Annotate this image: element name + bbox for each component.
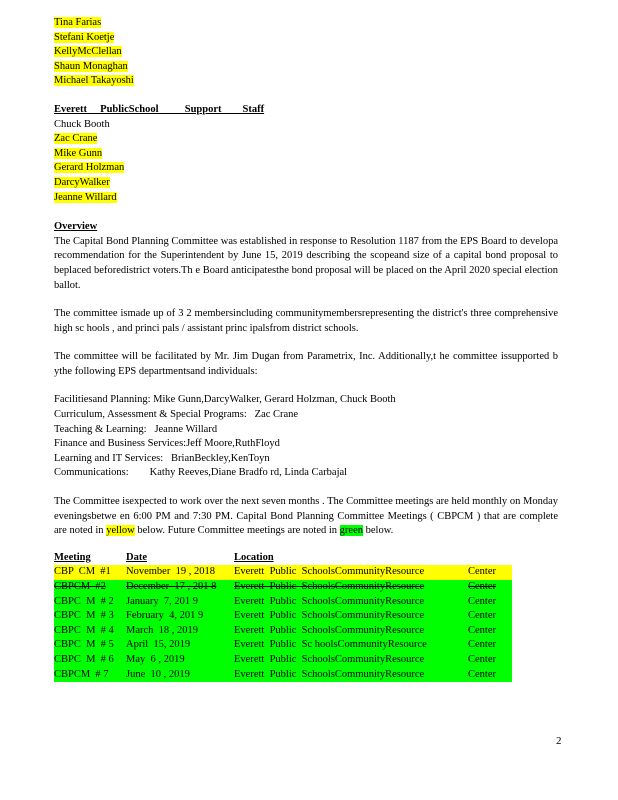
- meeting-cell: CBPCM #2: [54, 580, 126, 595]
- location-cell: Everett Public Sc hoolsCommunityResource: [234, 638, 468, 653]
- department-row: [54, 408, 558, 423]
- meeting-cell: CBPC M # 3: [54, 609, 126, 624]
- date-cell: May 6 , 2019: [126, 653, 234, 668]
- date-cell: March 18 , 2019: [126, 624, 234, 639]
- center-cell: Center: [468, 624, 512, 639]
- date-cell: November 19 , 2018: [126, 565, 234, 580]
- overview-paragraph-1: The Capital Bond Planning Committee was established in response to Resolution 1187 from the EPS Board to developa recommendation for the Superintendent by June 15, 2019 describing the scopeand size of a capital bond proposal to beplaced beforedistrict voters.Th e Board anticipatesthe bond proposal will be placed on the April 2020 special election ballot.: [54, 235, 558, 291]
- overview-section: [54, 220, 558, 379]
- date-cell: June 10 , 2019: [126, 668, 234, 683]
- meeting-row: [54, 565, 512, 580]
- header-meeting: Meeting: [54, 551, 91, 563]
- staff-heading: Everett PublicSchool Support Staff: [54, 103, 265, 115]
- member-name: Stefani Koetje: [54, 31, 115, 43]
- meeting-row: [54, 668, 512, 683]
- center-cell: Center: [468, 653, 512, 668]
- document-page: [54, 16, 558, 682]
- department-name: Teaching & Learning:: [54, 423, 147, 435]
- yellow-legend-word: yellow: [106, 525, 135, 537]
- schedule-text: below. Future Committee meetings are noted in: [134, 525, 340, 537]
- meeting-cell: CBPCM # 7: [54, 668, 126, 683]
- overview-heading: Overview: [54, 221, 98, 233]
- meeting-cell: CBPC M # 5: [54, 638, 126, 653]
- header-date: Date: [126, 551, 147, 563]
- department-name: Communications:: [54, 467, 129, 479]
- location-cell: Everett Public SchoolsCommunityResource: [234, 580, 468, 595]
- schedule-text: The Committee isexpected to work over the next seven months . The Committee meetings are held monthly on Monday eveningsbetwe en 6:00 PM and 7:30 PM. Capital Bond Planning Committee Meetings ( CBPCM ) that are complete are noted in: [54, 496, 558, 537]
- overview-paragraph-2: The committee ismade up of 3 2 membersincluding communitymembersrepresenting the district's three comprehensive high sc hools , and princi pals / assistant princ ipalsfrom district schools.: [54, 308, 558, 334]
- meeting-cell: CBPC M # 6: [54, 653, 126, 668]
- member-name: Tina Farias: [54, 17, 102, 28]
- schedule-paragraph: [54, 495, 558, 539]
- page-number: 2: [556, 735, 562, 747]
- department-people: Jeanne Willard: [154, 423, 218, 435]
- header-blank: [468, 551, 512, 566]
- location-cell: Everett Public SchoolsCommunityResource: [234, 653, 468, 668]
- date-cell: January 7, 201 9: [126, 595, 234, 610]
- meeting-table: [54, 551, 512, 682]
- date-cell: February 4, 201 9: [126, 609, 234, 624]
- meeting-row: [54, 595, 512, 610]
- location-cell: Everett Public SchoolsCommunityResource: [234, 668, 468, 683]
- staff-name: Zac Crane: [54, 133, 98, 145]
- staff-name: Gerard Holzman: [54, 162, 125, 174]
- department-name: Learning and IT Services:: [54, 452, 164, 464]
- member-name: Michael Takayoshi: [54, 75, 134, 87]
- center-cell: Center: [468, 638, 512, 653]
- location-cell: Everett Public SchoolsCommunityResource: [234, 609, 468, 624]
- department-name: Curriculum, Assessment & Special Programs:: [54, 409, 247, 421]
- location-cell: Everett Public SchoolsCommunityResource: [234, 565, 468, 580]
- center-cell: Center: [468, 565, 512, 580]
- department-people: Jeff Moore,RuthFloyd: [186, 438, 280, 450]
- department-people: Zac Crane: [254, 409, 299, 421]
- meeting-table-header: [54, 551, 512, 566]
- center-cell: Center: [468, 668, 512, 683]
- department-row: [54, 437, 558, 452]
- community-member-list: [54, 16, 558, 89]
- staff-name: Chuck Booth: [54, 118, 110, 130]
- header-location: Location: [234, 551, 274, 563]
- staff-name: Jeanne Willard: [54, 191, 117, 203]
- center-cell: Center: [468, 609, 512, 624]
- green-legend-word: green: [339, 525, 363, 537]
- department-people: Kathy Reeves,Diane Bradfo rd, Linda Carbajal: [149, 467, 348, 479]
- meeting-cell: CBP CM #1: [54, 565, 126, 580]
- staff-name: DarcyWalker: [54, 176, 110, 188]
- location-cell: Everett Public SchoolsCommunityResource: [234, 595, 468, 610]
- date-cell: December 17 , 201 8: [126, 580, 234, 595]
- department-list: [54, 393, 558, 481]
- location-cell: Everett Public SchoolsCommunityResource: [234, 624, 468, 639]
- department-row: [54, 452, 558, 467]
- meeting-cell: CBPC M # 4: [54, 624, 126, 639]
- department-row: [54, 393, 558, 408]
- meeting-row: [54, 638, 512, 653]
- overview-paragraph-3: The committee will be facilitated by Mr. Jim Dugan from Parametrix, Inc. Additionally,t he committee issupported b ythe following EPS departmentsand individuals:: [54, 351, 558, 377]
- member-name: KellyMcClellan: [54, 46, 122, 58]
- department-name: Finance and Business Services:: [54, 438, 187, 450]
- staff-name: Mike Gunn: [54, 147, 103, 159]
- department-row: [54, 423, 558, 438]
- center-cell: Center: [468, 580, 512, 595]
- staff-section: [54, 103, 558, 205]
- meeting-cell: CBPC M # 2: [54, 595, 126, 610]
- department-people: Mike Gunn,DarcyWalker, Gerard Holzman, Chuck Booth: [153, 394, 396, 406]
- meeting-row: [54, 580, 512, 595]
- meeting-row: [54, 624, 512, 639]
- center-cell: Center: [468, 595, 512, 610]
- date-cell: April 15, 2019: [126, 638, 234, 653]
- meeting-row: [54, 609, 512, 624]
- schedule-text: below.: [363, 525, 394, 537]
- department-name: Facilitiesand Planning:: [54, 394, 151, 406]
- department-people: BrianBeckley,KenToyn: [171, 452, 270, 464]
- meeting-row: [54, 653, 512, 668]
- department-row: [54, 466, 558, 481]
- member-name: Shaun Monaghan: [54, 60, 128, 72]
